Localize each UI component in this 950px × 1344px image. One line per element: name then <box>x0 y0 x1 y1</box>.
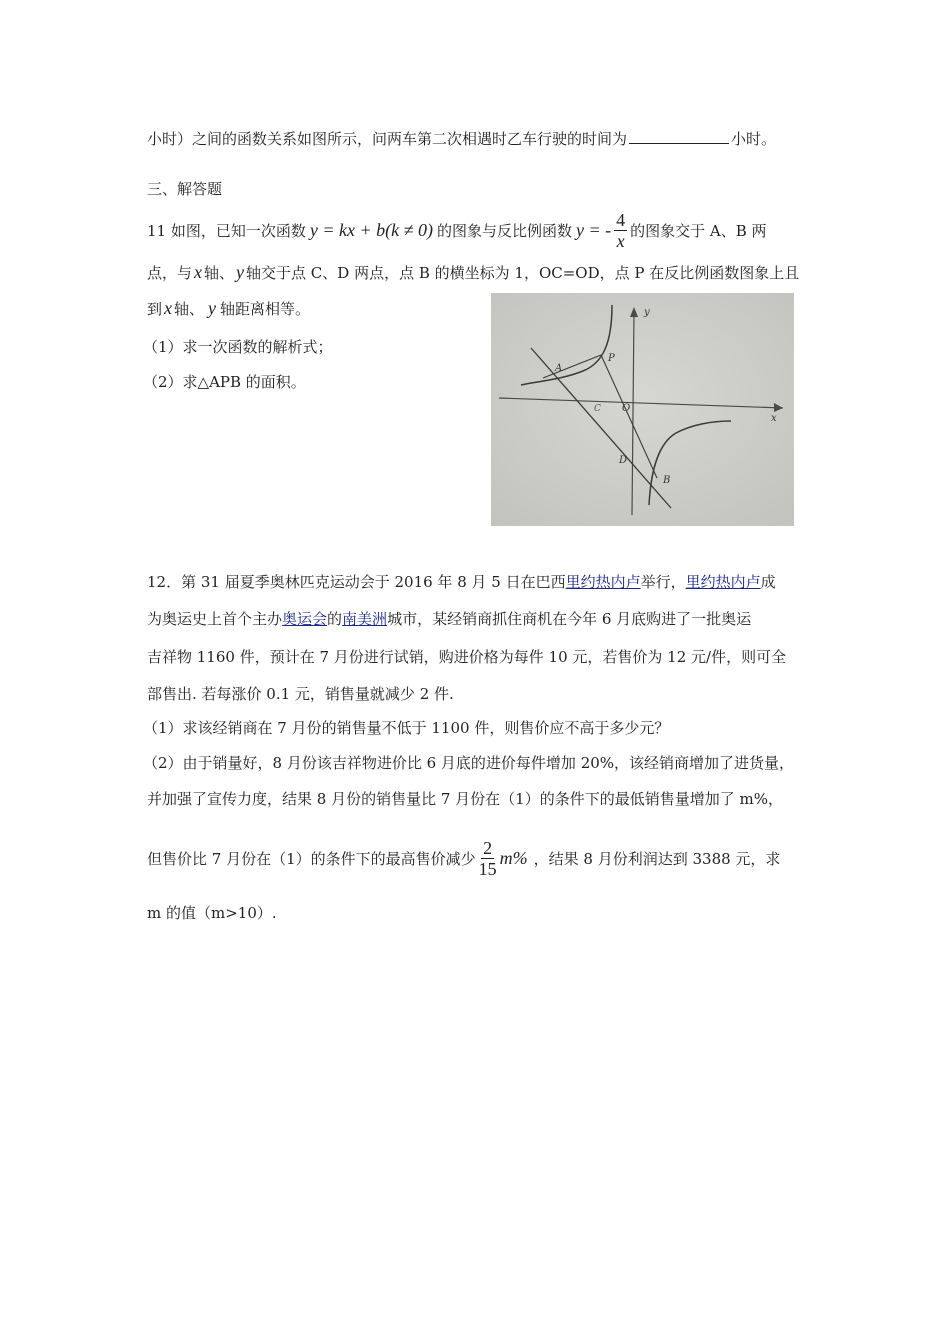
q12-line1-b: 举行， <box>640 573 686 591</box>
q11-graph-figure <box>491 293 794 526</box>
q11-line3-b: 轴、 <box>174 300 205 318</box>
q11-line2-c: 轴交于点 C、D 两点，点 B 的横坐标为 1，OC=OD，点 P 在反比例函数图象上且 <box>246 264 800 282</box>
q12-line3: 吉祥物 1160 件，预计在 7 月份进行试销，购进价格为每件 10 元，若售价为 12 元/件，则可全 <box>147 648 787 666</box>
q12-part2-line1: （2）由于销量好，8 月份该吉祥物进价比 6 月底的进价每件增加 20%，该经销商增加了进货量， <box>143 754 795 772</box>
q12-line2 <box>147 608 751 629</box>
q12-fraction-denominator: 15 <box>478 859 497 879</box>
graph-background <box>491 293 794 526</box>
q11-inverse-lhs: y = - <box>576 220 612 240</box>
graph-label-a: A <box>555 363 563 374</box>
q11-line3-c: 轴距离相等。 <box>220 300 311 318</box>
q12-line1 <box>147 571 776 592</box>
q11-line2-y: y <box>236 262 245 282</box>
q11-line1 <box>147 210 767 251</box>
q12-fraction-numerator: 2 <box>483 838 493 858</box>
link-rio-de-janeiro-1[interactable]: 里约热内卢 <box>565 573 641 591</box>
q12-part2-line3-a: 但售价比 7 月份在（1）的条件下的最高售价减少 <box>147 850 476 868</box>
q12-line2-c: 城市，某经销商抓住商机在今年 6 月底购进了一批奥运 <box>387 610 752 628</box>
q11-line3-x: x <box>164 298 173 318</box>
q11-line3 <box>147 298 310 319</box>
q12-fraction-tail: m% <box>499 848 528 868</box>
q11-line3-y: y <box>208 298 217 318</box>
prev-question-text: 小时）之间的函数关系如图所示，问两车第二次相遇时乙车行驶的时间为 <box>147 130 628 148</box>
q11-part2: （2）求△APB 的面积。 <box>143 373 306 391</box>
prev-question-tail: 小时。 <box>731 130 777 148</box>
q11-line2-b: 轴、 <box>204 264 235 282</box>
graph-label-o: O <box>622 403 631 414</box>
q11-intro-b: 的图象与反比例函数 <box>436 222 572 240</box>
q12-line2-b: 的 <box>327 610 343 628</box>
q12-line1-a: 12．第 31 届夏季奥林匹克运动会于 2016 年 8 月 5 日在巴西 <box>147 573 566 591</box>
graph-label-x: x <box>771 413 777 424</box>
graph-label-y: y <box>644 307 650 318</box>
q11-intro-a: 11 如图，已知一次函数 <box>147 222 306 240</box>
q12-line1-c: 成 <box>760 573 776 591</box>
section-heading: 三、解答题 <box>147 180 223 198</box>
q11-line2-a: 点，与 <box>147 264 193 282</box>
q12-part2-line3 <box>147 838 780 879</box>
graph-label-c: C <box>594 404 601 414</box>
q11-line2-x: x <box>194 262 203 282</box>
answer-blank[interactable] <box>629 129 729 144</box>
q11-inverse-numerator: 4 <box>616 210 626 230</box>
q11-inverse-denominator: x <box>616 231 625 251</box>
q11-part1: （1）求一次函数的解析式； <box>143 338 333 356</box>
q11-linear-expr: y = kx + b(k ≠ 0) <box>309 220 433 240</box>
graph-label-p: P <box>608 353 615 364</box>
q12-line4: 部售出. 若每涨价 0.1 元，销售量就减少 2 件. <box>147 685 454 703</box>
graph-label-b: B <box>663 475 671 486</box>
q11-line3-a: 到 <box>147 300 163 318</box>
link-rio-de-janeiro-2[interactable]: 里约热内卢 <box>685 573 761 591</box>
q12-fraction <box>479 838 497 879</box>
q11-inverse-fraction <box>614 210 627 251</box>
q12-part1: （1）求该经销商在 7 月份的销售量不低于 1100 件，则售价应不高于多少元？ <box>143 719 670 737</box>
prev-question-line <box>147 128 776 149</box>
q12-part2-line4: m 的值（m>10）. <box>147 904 277 922</box>
q12-part2-line3-b: ，结果 8 月份利润达到 3388 元，求 <box>533 850 781 868</box>
link-south-america[interactable]: 南美洲 <box>342 610 388 628</box>
q11-line2 <box>147 262 799 283</box>
q12-line2-a: 为奥运史上首个主办 <box>147 610 283 628</box>
q11-intro-c: 的图象交于 A、B 两 <box>630 222 767 240</box>
link-olympics[interactable]: 奥运会 <box>282 610 328 628</box>
q12-part2-line2: 并加强了宣传力度，结果 8 月份的销售量比 7 月份在（1）的条件下的最低销售量增加了 m%， <box>147 790 783 808</box>
graph-label-d: D <box>619 455 628 466</box>
